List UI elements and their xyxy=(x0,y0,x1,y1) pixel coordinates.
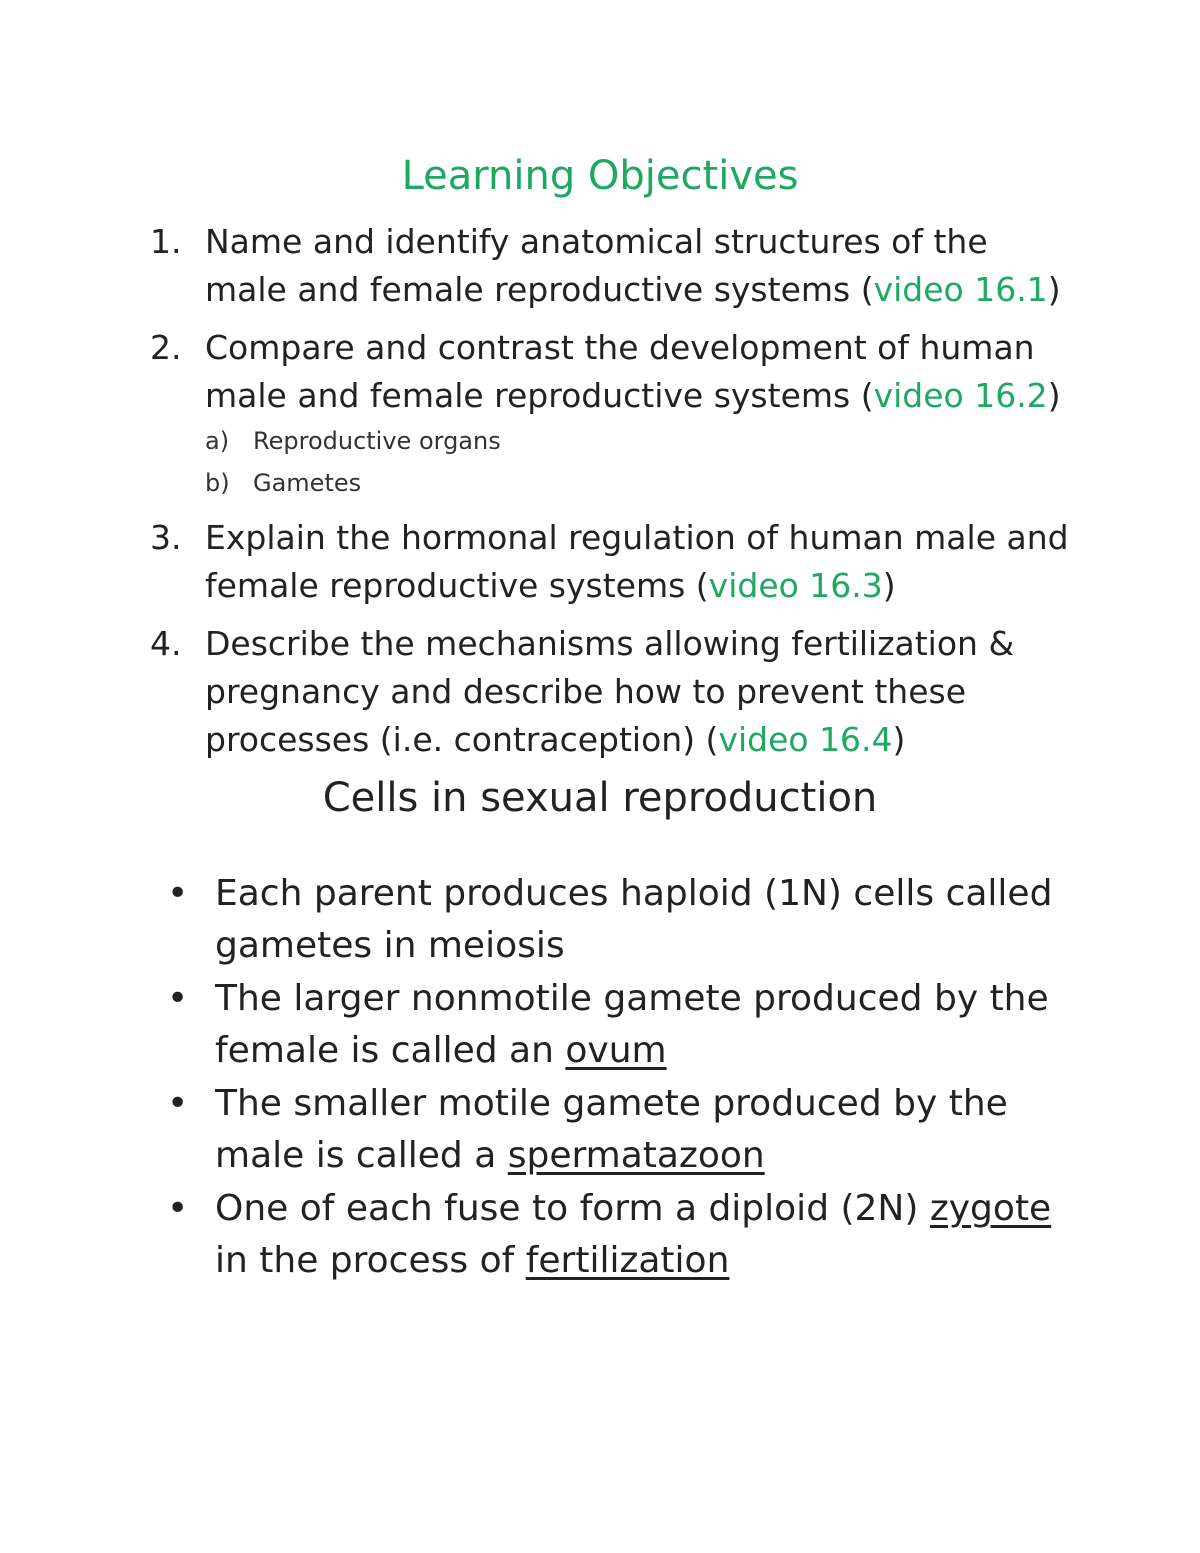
bullet-text: The smaller motile gamete produced by the male is called a xyxy=(215,1083,1008,1176)
objective-number: 2. xyxy=(150,328,182,367)
objective-text: Explain the hormonal regulation of human male and female reproductive systems ( xyxy=(205,518,1069,605)
video-reference: video 16.2 xyxy=(873,376,1048,415)
bullet-item xyxy=(165,973,1065,1077)
bullet-text: Each parent produces haploid (1N) cells called gametes in meiosis xyxy=(215,873,1053,966)
objective-item xyxy=(150,324,1070,504)
bullet-dot-icon: • xyxy=(167,873,189,914)
subitem xyxy=(205,420,1070,462)
cells-section-title: Cells in sexual reproduction xyxy=(322,775,878,821)
subitem-letter: b) xyxy=(205,469,230,497)
objective-text: Compare and contrast the development of human male and female reproductive systems ( xyxy=(205,328,1035,415)
bullet-item xyxy=(165,1078,1065,1182)
bullet-text: One of each fuse to form a diploid (2N) xyxy=(215,1188,930,1229)
subitem xyxy=(205,462,1070,504)
objective-close: ) xyxy=(882,566,896,605)
bullet-dot-icon: • xyxy=(167,978,189,1019)
bullet-dot-icon: • xyxy=(167,1083,189,1124)
objective-number: 4. xyxy=(150,624,182,663)
objective-number: 1. xyxy=(150,222,182,261)
objective-close: ) xyxy=(1047,270,1061,309)
video-reference: video 16.3 xyxy=(708,566,883,605)
bullet-item xyxy=(165,1183,1065,1287)
subitem-text: Gametes xyxy=(253,469,362,497)
term-ovum: ovum xyxy=(565,1030,667,1071)
objective-close: ) xyxy=(1047,376,1061,415)
bullet-item xyxy=(165,868,1065,972)
term-fertilization: fertilization xyxy=(525,1240,730,1281)
subitem-letter: a) xyxy=(205,427,230,455)
learning-objectives-title: Learning Objectives xyxy=(401,153,799,199)
subitem-text: Reproductive organs xyxy=(253,427,501,455)
objective-text: Describe the mechanisms allowing fertilization & pregnancy and describe how to prevent these processes (i.e. contraception) ( xyxy=(205,624,1015,759)
objective-item xyxy=(150,218,1070,314)
video-reference: video 16.4 xyxy=(718,720,893,759)
objective-text: Name and identify anatomical structures of the male and female reproductive systems ( xyxy=(205,222,988,309)
video-reference: video 16.1 xyxy=(873,270,1048,309)
objective-number: 3. xyxy=(150,518,182,557)
term-spermatazoon: spermatazoon xyxy=(507,1135,765,1176)
bullet-dot-icon: • xyxy=(167,1188,189,1229)
bullet-text: The larger nonmotile gamete produced by the female is called an xyxy=(215,978,1049,1071)
objectives-list xyxy=(150,218,1070,774)
objective-subitems xyxy=(205,420,1070,504)
objective-close: ) xyxy=(892,720,906,759)
cells-bullet-list xyxy=(165,868,1065,1288)
objective-item xyxy=(150,620,1070,764)
objective-item xyxy=(150,514,1070,610)
term-zygote: zygote xyxy=(929,1188,1052,1229)
bullet-text-continued: in the process of xyxy=(215,1240,526,1281)
